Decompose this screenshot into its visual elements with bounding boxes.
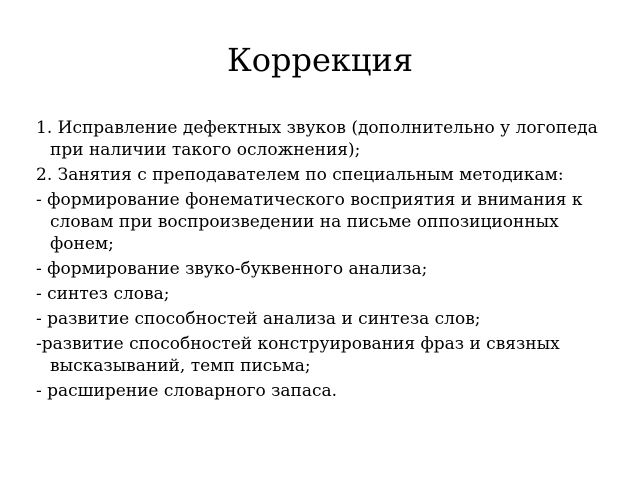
list-item-word-synthesis: - синтез слова;	[36, 284, 170, 304]
list-item-phonemic-perception: - формирование фонематического восприятия и внимания к словам при воспроизведении на письме оппозиционных фонем;	[36, 190, 583, 254]
content-list	[36, 117, 616, 405]
list-item-vocabulary: - расширение словарного запаса.	[36, 381, 338, 401]
list-item-correction-sounds: 1. Исправление дефектных звуков (дополнительно у логопеда при наличии такого осложнения);	[36, 118, 598, 160]
slide-title: Коррекция	[226, 41, 414, 79]
list-item-sound-letter-analysis: - формирование звуко-буквенного анализа;	[36, 259, 428, 279]
list-item-phrase-construction: -развитие способностей конструирования фраз и связных высказываний, темп письма;	[36, 334, 560, 376]
list-item-teacher-sessions: 2. Занятия с преподавателем по специальным методикам:	[36, 165, 564, 185]
list-item-analysis-synthesis: - развитие способностей анализа и синтеза слов;	[36, 309, 481, 329]
